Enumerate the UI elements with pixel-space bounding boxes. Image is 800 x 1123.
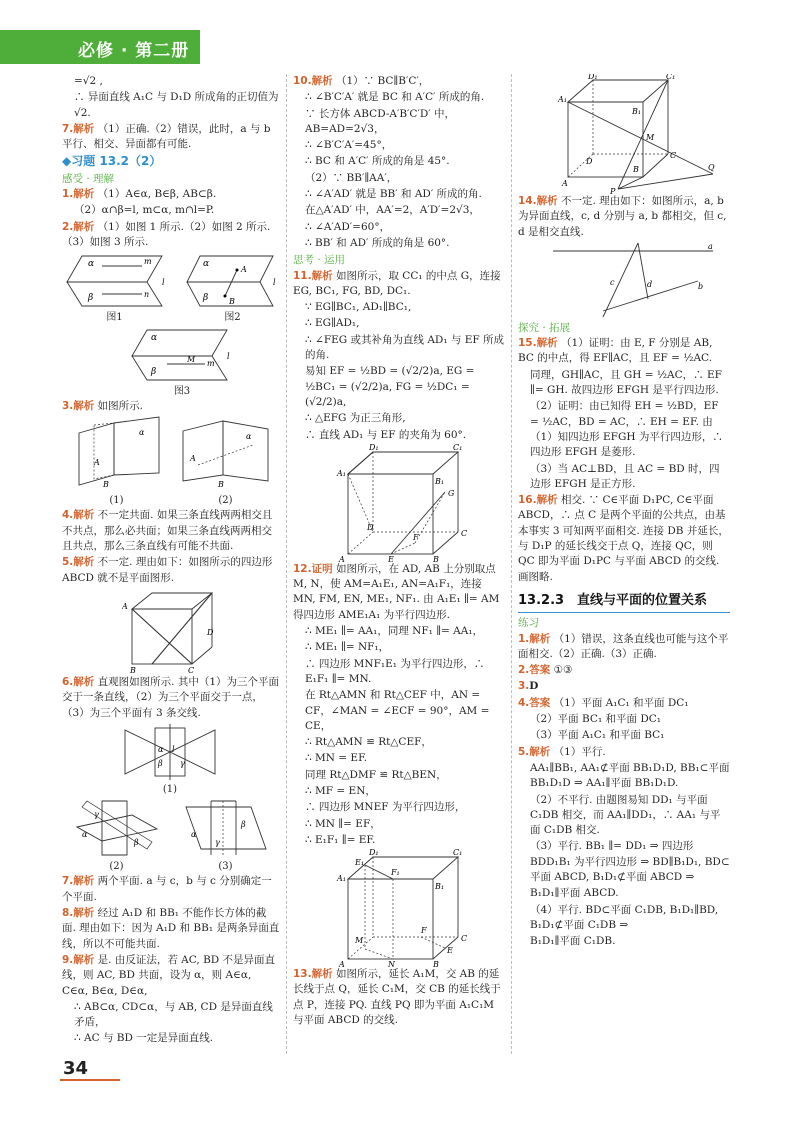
- question-number: 1.: [518, 632, 530, 645]
- svg-text:E₁: E₁: [355, 858, 365, 868]
- question-number: 1.: [62, 188, 74, 201]
- svg-text:β: β: [240, 820, 246, 830]
- cube-extension-figure: [558, 74, 718, 194]
- plane-figure-2: [185, 252, 280, 310]
- svg-text:A: A: [94, 458, 100, 468]
- svg-text:α: α: [88, 259, 95, 270]
- answer-text: 同理，GH∥AC，且 GH = ½AC，∴ EF ∥= GH. 故四边形 EFGH 是平行四边形.: [530, 368, 722, 397]
- answer-text: 不一定共面. 如果三条直线两两相交且不共点，那么必共面；如果三条直线两两相交且共点，那么三条直线有可能不共面.: [62, 509, 273, 553]
- question-number: 4.: [62, 509, 74, 522]
- column-divider: [286, 74, 287, 1054]
- column-divider: [511, 74, 512, 1054]
- svg-text:a: a: [708, 241, 713, 251]
- answer-label: 解析: [73, 907, 95, 920]
- svg-text:D: D: [367, 522, 374, 532]
- svg-text:c: c: [610, 277, 615, 287]
- svg-text:B: B: [433, 960, 439, 968]
- answer-text: （1）平行.: [553, 745, 606, 758]
- svg-text:B: B: [218, 480, 224, 490]
- answer-text: （3）平面 A₁C₁ 和平面 BC₁: [530, 729, 665, 742]
- figure-3a: [69, 415, 164, 508]
- answer-text: B₁D₁∥平面 ABCD.: [530, 887, 619, 900]
- answer-text: ∴ BC 和 A′C′ 所成的角是 45°.: [305, 155, 450, 168]
- answer-label: 答案: [529, 696, 551, 709]
- answer-label: 解析: [73, 556, 95, 569]
- answer-text: 如图所示，取 CC₁ 的中点 G，连接 EG, BC₁, FG, BD, DC₁.: [293, 269, 501, 297]
- answer-label: 解析: [73, 875, 95, 888]
- answer-text: ∴ ∠B′C′A′ 就是 BC 和 A′C′ 所成的角.: [305, 91, 485, 104]
- question-number: 11.: [293, 269, 312, 282]
- answer-label: 证明: [311, 562, 333, 575]
- answer-label: 解析: [536, 195, 558, 207]
- question-number: 9.: [62, 953, 74, 966]
- answer-text: （2）不平行. 由题图易知 DD₁ 与平面 C₁DB 相交，而 AA₁∥DD₁，∴ AA₁ 与平面 C₁DB 相交.: [530, 793, 721, 837]
- svg-text:m: m: [144, 257, 152, 267]
- figure-row: [62, 797, 280, 874]
- subsection-heading: 感受 · 理解: [62, 172, 115, 185]
- svg-text:C: C: [670, 151, 677, 160]
- figure-caption: (3): [218, 861, 233, 873]
- svg-text:M: M: [646, 133, 655, 142]
- footer-rule: [60, 1079, 120, 1081]
- svg-text:B: B: [633, 165, 639, 174]
- svg-text:β: β: [151, 366, 157, 377]
- svg-text:b: b: [698, 281, 704, 291]
- answer-text: （2）平面 BC₁ 和平面 DC₁: [530, 713, 662, 726]
- svg-text:C: C: [188, 665, 195, 675]
- svg-text:α: α: [81, 830, 87, 840]
- question-number: 4.: [518, 696, 530, 709]
- svg-text:α: α: [139, 428, 145, 438]
- answer-label: 解析: [73, 399, 95, 412]
- figure-row: [62, 252, 280, 325]
- cube-figure: [333, 849, 473, 967]
- answer-label: 解析: [311, 75, 333, 87]
- question-number: 8.: [62, 907, 74, 920]
- plane-figure-3: [127, 326, 237, 384]
- answer-text: ∴ 四边形 MNF₁E₁ 为平行四边形，∴ E₁F₁ ∥= MN.: [305, 657, 485, 685]
- page-number: 34: [63, 1058, 89, 1079]
- svg-text:D₁: D₁: [369, 849, 379, 858]
- text-line: ∴ 异面直线 A₁C 与 D₁D 所成角的正切值为√2.: [74, 91, 279, 119]
- question-number: 14.: [518, 195, 537, 207]
- svg-text:A₁: A₁: [337, 874, 346, 884]
- figure-cube-12: [293, 849, 505, 967]
- svg-text:A: A: [562, 179, 568, 188]
- answer-text: AA₁∥BB₁, AA₁⊄平面 BB₁D₁D, BB₁⊂平面 BB₁D₁D ⇒ AA₁∥平面 BB₁D₁D.: [530, 761, 730, 790]
- figure-caption: (1): [162, 783, 178, 795]
- header-title: 必修 · 第二册: [78, 41, 190, 61]
- question-number: 3.: [62, 399, 74, 412]
- answer-text: ∴ EG∥AD₁,: [305, 317, 360, 330]
- answer-text: ∴ ∠A′AD′ 就是 BB′ 和 AD′ 所成的角.: [305, 188, 482, 201]
- svg-text:C: C: [461, 528, 468, 538]
- svg-text:F: F: [421, 926, 427, 936]
- answer-label: 解析: [311, 968, 333, 981]
- practice-heading: 练习: [518, 617, 539, 630]
- svg-text:D: D: [586, 157, 593, 166]
- question-number: 10.: [293, 75, 312, 87]
- answer-text: （3）平行. BB₁ ∥= DD₁ ⇒ 四边形 BDD₁B₁ 为平行四边形 ⇒ BD∥B₁D₁, BD⊂平面 ABCD, B₁D₁⊄平面 ABCD ⇒: [530, 840, 730, 883]
- answer-text: ∴ ME₁ ∥= NF₁，: [305, 641, 390, 654]
- answer-text: （2）α∩β=l, m⊂α, m∩l=P.: [74, 204, 215, 217]
- answer-text: ∴ E₁F₁ ∥= EF.: [305, 833, 376, 846]
- svg-text:B: B: [103, 480, 109, 490]
- svg-text:d: d: [647, 279, 653, 289]
- figure-3b: [178, 415, 273, 508]
- svg-text:n: n: [144, 290, 150, 300]
- svg-text:F: F: [413, 532, 419, 542]
- answer-label: 解析: [73, 953, 95, 966]
- question-number: 3.: [518, 680, 530, 693]
- answer-text: 是. 由反证法，若 AC, BD 不是异面直线，则 AC, BD 共面，设为 α，则 A∈α, C∈α, B∈α, D∈α,: [62, 953, 276, 997]
- svg-text:γ: γ: [180, 758, 185, 768]
- svg-text:A₁: A₁: [337, 468, 346, 478]
- svg-text:B₁: B₁: [435, 882, 445, 892]
- column-1: [62, 74, 280, 1048]
- svg-text:α: α: [190, 830, 196, 840]
- svg-text:D₁: D₁: [588, 74, 598, 81]
- figure-13: [518, 74, 730, 194]
- planes-one-line-figure: [120, 722, 220, 782]
- answer-label: 解析: [529, 745, 551, 758]
- section-heading: ◆习题 13.2（2）: [62, 154, 162, 169]
- lesson-divider: [518, 612, 730, 613]
- figure-1: [62, 252, 167, 325]
- figure-6-2: [72, 797, 162, 874]
- answer-text: 在△A′AD′ 中，AA′=2，A′D′=2√3，: [305, 204, 480, 217]
- question-number: 7.: [62, 122, 74, 135]
- svg-text:Q: Q: [708, 163, 715, 172]
- subsection-heading: 思考 · 运用: [293, 254, 346, 267]
- svg-text:E: E: [447, 946, 453, 956]
- answer-text: ∴ 直线 AD₁ 与 EF 的夹角为 60°.: [305, 428, 467, 441]
- svg-text:C₁: C₁: [666, 74, 676, 81]
- svg-text:M: M: [355, 936, 364, 946]
- question-number: 7.: [62, 875, 74, 888]
- cube-figure: [333, 444, 473, 562]
- answer-text: 经过 A₁D 和 BB₁ 不能作长方体的截面. 理由如下：因为 A₁D 和 BB₁ 是两条异面直线，所以不可能共面.: [62, 907, 280, 950]
- svg-text:γ: γ: [93, 810, 99, 820]
- svg-text:A: A: [339, 960, 345, 968]
- svg-text:G: G: [448, 488, 455, 498]
- spatial-quadrilateral-figure: [122, 587, 222, 675]
- svg-text:B₁: B₁: [435, 476, 445, 486]
- svg-text:C₁: C₁: [453, 443, 463, 452]
- answer-text: （1）平面 A₁C₁ 和平面 DC₁: [553, 696, 689, 709]
- answer-text: （2）∵ BB′∥AA′，: [305, 171, 398, 184]
- svg-text:m: m: [207, 358, 215, 368]
- answer-text: ∴ ∠A′AD′=60°，: [305, 220, 391, 233]
- column-3: [518, 74, 730, 950]
- answer-text: 两个平面. a 与 c，b 与 c 分别确定一个平面.: [62, 875, 272, 903]
- svg-text:A: A: [339, 554, 345, 562]
- answer-text: 如图所示，延长 A₁M，交 AB 的延长线于点 Q，延长 C₁M，交 CB 的延长线于点 P，连接 PQ. 直线 PQ 即为平面 A₁C₁M 与平面 ABCD 的交线.: [293, 968, 501, 1027]
- svg-text:P: P: [610, 187, 616, 194]
- answer-label: 解析: [536, 337, 558, 350]
- answer-text: ∵ 长方体 ABCD-A′B′C′D′ 中，AB=AD=2√3，: [305, 107, 455, 135]
- svg-text:C: C: [461, 934, 468, 944]
- answer-text: （1）错误，这条直线也可能与这个平面相交.（2）正确.（3）正确.: [518, 632, 729, 660]
- question-number: 5.: [518, 745, 530, 758]
- planes-one-point-figure: [72, 797, 162, 859]
- figure-caption: (2): [218, 495, 233, 507]
- svg-text:l: l: [227, 351, 230, 361]
- column-2: [293, 74, 505, 1029]
- answer-label: 答案: [529, 664, 551, 677]
- svg-text:B₁: B₁: [632, 107, 642, 116]
- answer-label: 解析: [73, 509, 95, 522]
- figure-caption: (1): [109, 495, 124, 507]
- svg-text:M: M: [187, 354, 196, 364]
- answer-text: （1）正确.（2）错误，此时，a 与 b 平行、相交、异面都有可能.: [62, 122, 271, 151]
- answer-text: 在 Rt△AMN 和 Rt△CEF 中，AN = CF，∠MAN = ∠ECF = 90°，AM = CE，: [305, 689, 490, 732]
- answer-text: D: [529, 680, 539, 693]
- svg-text:α: α: [203, 259, 210, 270]
- svg-text:A: A: [241, 265, 247, 275]
- answer-label: 解析: [529, 632, 551, 645]
- question-number: 5.: [62, 556, 74, 569]
- answer-text: ∴ MN = EF.: [305, 752, 368, 765]
- figure-2: [185, 252, 280, 325]
- svg-text:D: D: [207, 627, 214, 637]
- question-number: 16.: [518, 494, 537, 507]
- answer-text: ∴ AC 与 BD 一定是异面直线.: [74, 1032, 214, 1045]
- answer-text: 如图所示.: [97, 399, 143, 412]
- figure-caption: 图1: [106, 312, 123, 324]
- figure-6-1: [62, 722, 280, 797]
- svg-text:B: B: [130, 665, 136, 675]
- answer-text: ∴ Rt△AMN ≌ Rt△CEF，: [305, 736, 432, 749]
- answer-text: ∴ AB⊂α, CD⊂α，与 AB, CD 是异面直线矛盾，: [74, 1000, 273, 1029]
- svg-text:γ: γ: [214, 838, 220, 848]
- answer-text: 不一定. 理由如下：如图所示，a, b 为异面直线，c, d 分别与 a, b 都相交，但 c, d 是相交直线.: [518, 195, 727, 238]
- question-number: 15.: [518, 337, 537, 350]
- svg-text:B: B: [433, 554, 439, 562]
- svg-text:C₁: C₁: [453, 849, 463, 858]
- answer-text: ∴ BB′ 和 AD′ 所成的角是 60°.: [305, 236, 450, 249]
- answer-text: 同理 Rt△DMF ≌ Rt△BEN，: [305, 768, 447, 781]
- svg-text:F₁: F₁: [391, 868, 400, 878]
- answer-text: ∴ ∠B′C′A′=45°，: [305, 139, 393, 152]
- svg-text:B: B: [229, 297, 235, 307]
- answer-text: 不一定. 理由如下：如图所示的四边形 ABCD 就不是平面图形.: [62, 556, 273, 584]
- answer-label: 解析: [73, 675, 95, 688]
- svg-text:l: l: [273, 278, 276, 288]
- answer-label: 解析: [536, 494, 558, 507]
- figure-caption: 图2: [224, 312, 241, 324]
- three-planes-figure: [69, 415, 164, 493]
- answer-text: （3）当 AC⊥BD，且 AC = BD 时，四边形 EFGH 是正方形.: [530, 462, 720, 490]
- answer-text: （2）证明：由已知得 EH = ½BD，EF = ½AC，BD = AC，∴ EH = EF. 由（1）知四边形 EFGH 为平行四边形，∴ 四边形 EFGH 是菱形.: [530, 400, 723, 459]
- answer-text: 易知 EF = ½BD = (√2/2)a, EG = ½BC₁ = (√2/2)a, FG = ½DC₁ = (√2/2)a,: [305, 365, 475, 408]
- svg-text:D₁: D₁: [369, 443, 379, 452]
- three-planes-figure: [178, 415, 273, 493]
- answer-text: ∴ ∠FEG 或其补角为直线 AD₁ 与 EF 所成的角.: [305, 333, 505, 362]
- question-number: 6.: [62, 675, 74, 688]
- answer-text: ∴ ME₁ ∥= AA₁，同理 NF₁ ∥= AA₁，: [305, 625, 484, 638]
- answer-text: （1）A∈α, B∈β, AB⊂β.: [97, 188, 217, 201]
- figure-row: [62, 415, 280, 508]
- figure-caption: 图3: [173, 385, 191, 397]
- answer-text: ∵ EG∥BC₁, AD₁∥BC₁,: [305, 301, 412, 314]
- answer-label: 解析: [73, 188, 95, 201]
- answer-text: 直观图如图所示. 其中（1）为三个平面交于一条直线，（2）为三个平面交于一点，（3）为三个平面有 3 条交线.: [62, 675, 279, 719]
- answer-text: （1）如图 1 所示.（2）如图 2 所示.（3）如图 3 所示.: [62, 220, 271, 248]
- figure-caption: (2): [109, 861, 124, 873]
- svg-text:A: A: [122, 601, 128, 611]
- answer-text: 相交. ∵ C∈平面 D₁PC, C∈平面 ABCD，∴ 点 C 是两个平面的公共点，由基本事实 3 可知两平面相交. 连接 DB 并延长，与 D₁P 的延长线交于点 Q，连接 QC，则 QC 即为平面 D₁PC 与平面 ABCD 的交线. 画图略.: [518, 494, 729, 583]
- svg-text:β: β: [203, 293, 209, 304]
- figure-quadrilateral: [62, 587, 280, 675]
- svg-text:β: β: [158, 758, 163, 768]
- svg-text:N: N: [388, 960, 395, 968]
- svg-text:A₁: A₁: [558, 95, 567, 104]
- subsection-heading: 探究 · 拓展: [518, 321, 571, 334]
- figure-3: [62, 326, 280, 399]
- header-banner: [0, 30, 200, 64]
- svg-text:β: β: [133, 838, 139, 848]
- skew-lines-figure: [548, 241, 718, 319]
- answer-label: 解析: [311, 269, 333, 282]
- answer-text: ∴ MF = EN，: [305, 784, 376, 797]
- svg-text:l: l: [162, 278, 165, 288]
- answer-text: （4）平行. BD⊂平面 C₁DB, B₁D₁∥BD, B₁D₁⊄平面 C₁DB ⇒: [530, 903, 719, 931]
- svg-text:A: A: [190, 454, 196, 464]
- svg-text:l: l: [172, 744, 175, 754]
- lesson-title: 13.2.3 直线与平面的位置关系: [518, 592, 708, 608]
- answer-text: 如图所示，在 AD, AB 上分别取点 M, N，使 AM=A₁E₁, AN=A₁F₁，连接 MN, FM, EN, ME₁, NF₁. 由 A₁E₁ ∥= AM 得四边形 AME₁A₁ 为平行四边形.: [293, 562, 500, 621]
- planes-three-lines-figure: [181, 797, 271, 859]
- svg-text:α: α: [151, 332, 158, 343]
- answer-text: ∴ MN ∥= EF，: [305, 817, 381, 830]
- figure-6-3: [181, 797, 271, 874]
- svg-text:α: α: [158, 744, 164, 754]
- answer-label: 解析: [73, 122, 95, 135]
- answer-text: （1）∵ BC∥B′C′，: [335, 75, 430, 87]
- answer-text: ①③: [553, 664, 573, 677]
- answer-text: （1）证明：由 E, F 分别是 AB, BC 的中点，得 EF∥AC，且 EF = ½AC.: [518, 337, 713, 365]
- svg-text:E: E: [388, 554, 394, 562]
- question-number: 12.: [293, 562, 312, 575]
- answer-text: ∴ △EFG 为正三角形,: [305, 412, 406, 425]
- figure-cube-11: [293, 444, 505, 562]
- question-number: 2.: [62, 220, 74, 233]
- answer-label: 解析: [73, 220, 95, 233]
- svg-text:α: α: [246, 432, 252, 442]
- svg-text:β: β: [88, 293, 94, 304]
- answer-text: ∴ 四边形 MNEF 为平行四边形，: [305, 801, 466, 814]
- figure-14: [518, 241, 730, 319]
- question-number: 2.: [518, 664, 530, 677]
- question-number: 13.: [293, 968, 312, 981]
- plane-figure-1: [62, 252, 167, 310]
- text-line: =√2 ,: [74, 75, 103, 87]
- answer-text: B₁D₁∥平面 C₁DB.: [530, 935, 616, 948]
